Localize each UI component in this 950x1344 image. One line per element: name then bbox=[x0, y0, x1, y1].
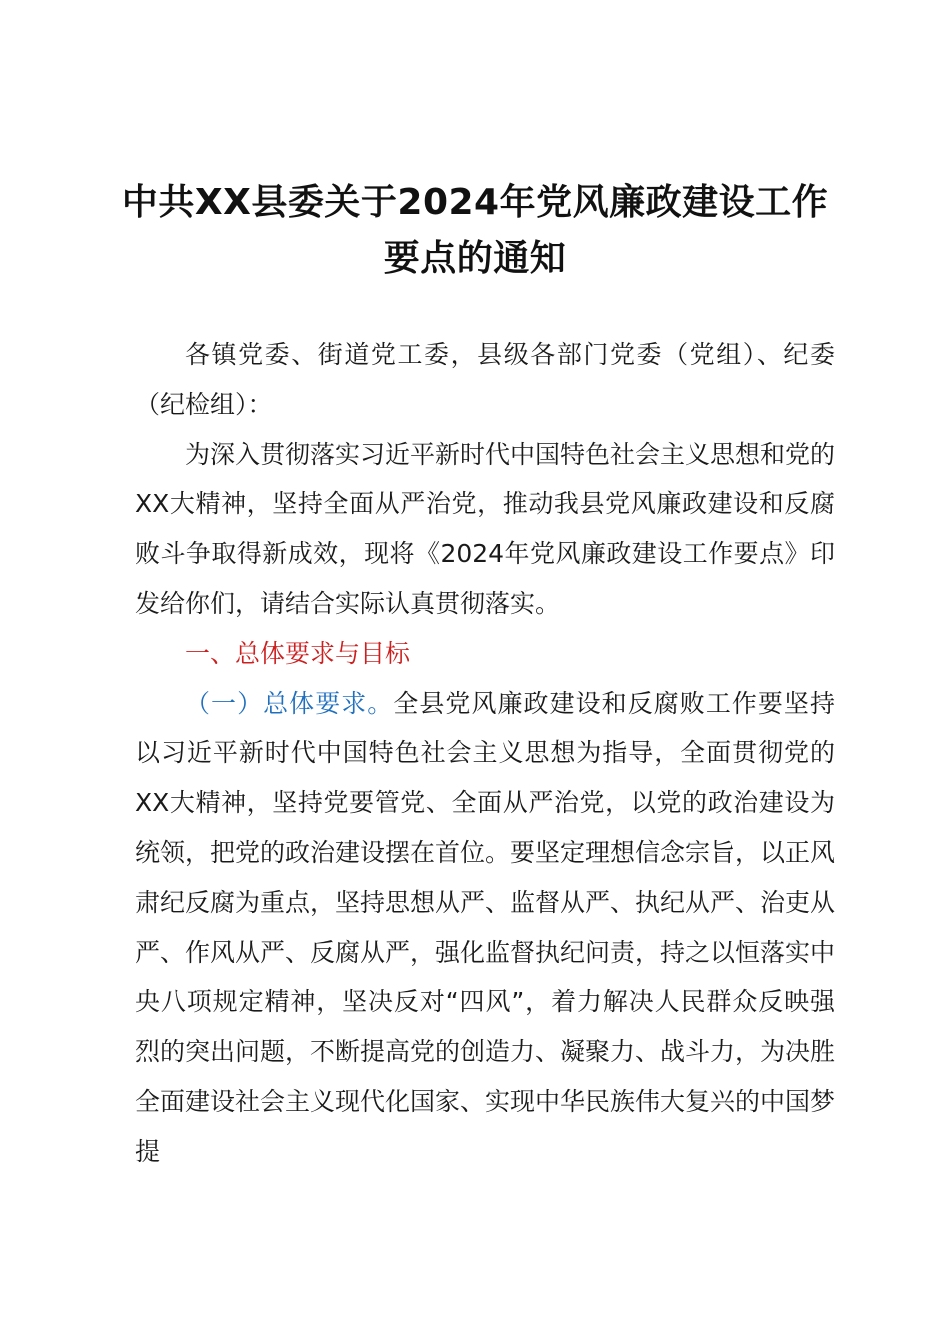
section-1-sub-1-paragraph bbox=[135, 679, 835, 1177]
salutation: 各镇党委、街道党工委，县级各部门党委（党组）、纪委（纪检组）： bbox=[135, 340, 835, 419]
document-title bbox=[60, 175, 890, 287]
section-1-sub-1-text: 全县党风廉政建设和反腐败工作要坚持以习近平新时代中国特色社会主义思想为指导，全面贯彻党的XX大精神，坚持党要管党、全面从严治党，以党的政治建设为统领，把党的政治建设摆在首位。要坚定理想信念宗旨，以正风肃纪反腐为重点，坚持思想从严、监督从严、执纪从严、治吏从严、作风从严、反腐从严，强化监督执纪问责，持之以恒落实中央八项规定精神，坚决反对“四风”，着力解决人民群众反映强烈的突出问题，不断提高党的创造力、凝聚力、战斗力，为决胜全面建设社会主义现代化国家、实现中华民族伟大复兴的中国梦提 bbox=[135, 688, 836, 1166]
document-body bbox=[135, 330, 835, 1177]
section-1-sub-1-label: （一）总体要求。 bbox=[185, 688, 394, 718]
title-line-1: 中共XX县委关于2024年党风廉政建设工作 bbox=[121, 182, 829, 223]
section-1-heading: 一、总体要求与目标 bbox=[185, 638, 411, 668]
title-line-2: 要点的通知 bbox=[383, 238, 567, 279]
intro-paragraph: 为深入贯彻落实习近平新时代中国特色社会主义思想和党的XX大精神，坚持全面从严治党，推动我县党风廉政建设和反腐败斗争取得新成效，现将《2024年党风廉政建设工作要点》印发给你们，请结合实际认真贯彻落实。 bbox=[135, 439, 836, 618]
